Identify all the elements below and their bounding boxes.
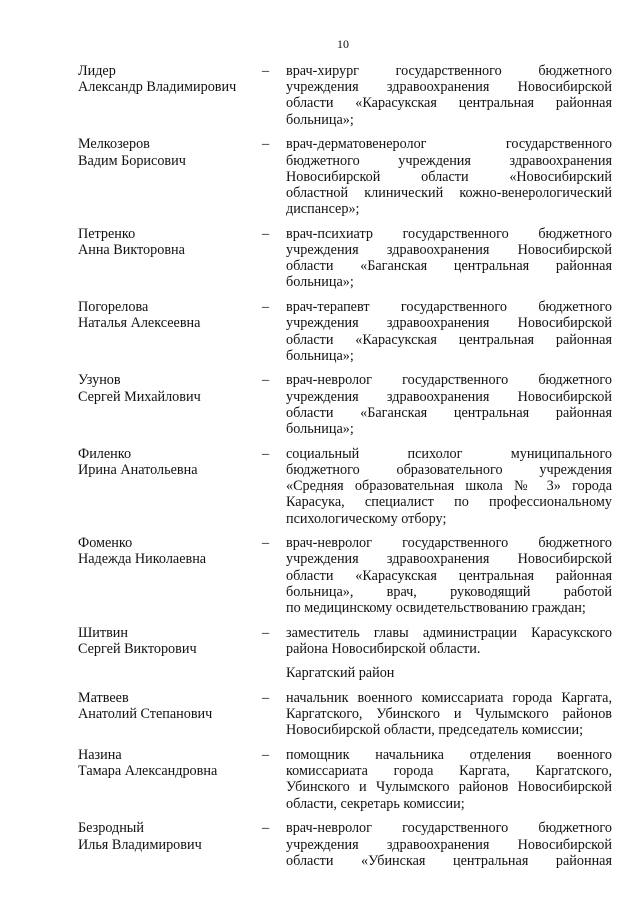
member-entry xyxy=(0,372,640,437)
member-surname: Мелкозеров xyxy=(78,136,150,153)
member-entry xyxy=(0,535,640,616)
position-line: бюджетного образовательного учреждения xyxy=(286,461,612,478)
position-line: социальный психолог муниципального xyxy=(286,445,612,462)
position-line: области «Баганская центральная районная xyxy=(286,258,612,275)
member-position xyxy=(286,535,612,616)
member-name xyxy=(78,690,263,722)
member-given-names: Анатолий Степанович xyxy=(78,706,213,723)
member-surname: Узунов xyxy=(78,372,121,389)
member-entry xyxy=(0,136,640,217)
member-given-names: Ирина Анатольевна xyxy=(78,461,198,478)
member-surname: Лидер xyxy=(78,63,116,79)
position-line: области «Убинская центральная районная xyxy=(286,852,612,869)
member-surname: Безродный xyxy=(78,820,144,837)
member-surname: Шитвин xyxy=(78,624,128,641)
member-given-names: Александр Владимирович xyxy=(78,79,237,96)
member-position xyxy=(286,446,612,527)
position-line: диспансер»; xyxy=(286,201,360,218)
position-line: района Новосибирской области. xyxy=(286,641,481,657)
entry-dash: – xyxy=(262,535,270,552)
position-line: врач-хирург государственного бюджетного xyxy=(286,63,612,79)
position-line: врач-психиатр государственного бюджетного xyxy=(286,225,612,242)
position-line: Каргатского, Убинского и Чулымского районов xyxy=(286,706,612,723)
position-line: врач-невролог государственного бюджетного xyxy=(286,535,612,552)
page-number: 10 xyxy=(337,37,349,51)
member-entry xyxy=(0,446,640,527)
member-name xyxy=(78,372,263,404)
position-line: психологическому отбору; xyxy=(286,510,447,527)
position-line: врач-терапевт государственного бюджетного xyxy=(286,299,612,316)
member-list xyxy=(0,63,640,877)
position-line: учреждения здравоохранения Новосибирской xyxy=(286,315,612,332)
member-given-names: Наталья Алексеевна xyxy=(78,315,201,332)
position-line: комиссариата города Каргата, Каргатского, xyxy=(286,763,612,780)
member-entry xyxy=(0,747,640,812)
member-entry xyxy=(0,63,640,128)
member-surname: Фоменко xyxy=(78,535,133,552)
position-line: больница»; xyxy=(286,274,354,291)
position-line: больница»; xyxy=(286,421,354,438)
member-position xyxy=(286,747,612,812)
member-position xyxy=(286,372,612,437)
position-line: учреждения здравоохранения Новосибирской xyxy=(286,242,612,259)
position-line: больница», врач, руководящий работой xyxy=(286,583,612,600)
position-line: области «Карасукская центральная районная xyxy=(286,567,612,584)
member-name xyxy=(78,226,263,258)
member-entry xyxy=(0,226,640,291)
position-line: врач-невролог государственного бюджетного xyxy=(286,372,612,389)
entry-dash: – xyxy=(262,689,270,706)
entry-dash: – xyxy=(262,445,270,462)
position-line: больница»; xyxy=(286,111,354,128)
member-position xyxy=(286,625,612,657)
position-line: Новосибирской области, председатель комиссии; xyxy=(286,722,584,739)
member-position xyxy=(286,820,612,869)
member-name xyxy=(78,446,263,478)
member-entry xyxy=(0,299,640,364)
entry-dash: – xyxy=(262,624,270,641)
position-line: учреждения здравоохранения Новосибирской xyxy=(286,388,612,405)
entry-dash: – xyxy=(262,299,270,316)
position-line: врач-дерматовенеролог государственного xyxy=(286,136,612,153)
entry-dash: – xyxy=(262,136,270,153)
member-position xyxy=(286,299,612,364)
member-list-karasuk xyxy=(0,63,640,657)
member-surname: Филенко xyxy=(78,445,132,462)
member-name xyxy=(78,747,263,779)
member-position xyxy=(286,690,612,739)
position-line: врач-невролог государственного бюджетного xyxy=(286,820,612,837)
member-given-names: Сергей Викторович xyxy=(78,641,197,657)
member-surname: Назина xyxy=(78,747,122,764)
entry-dash: – xyxy=(262,63,270,79)
member-given-names: Сергей Михайлович xyxy=(78,388,201,405)
member-position xyxy=(286,63,612,128)
position-line: начальник военного комиссариата города Каргата, xyxy=(286,689,612,706)
position-line: Убинского и Чулымского районов Новосибирской xyxy=(286,779,612,796)
member-given-names: Надежда Николаевна xyxy=(78,551,207,568)
section-title: Каргатский район xyxy=(286,664,395,681)
member-entry xyxy=(0,625,640,657)
member-surname: Петренко xyxy=(78,225,136,242)
member-position xyxy=(286,136,612,217)
position-line: Новосибирской области «Новосибирский xyxy=(286,168,612,185)
position-line: бюджетного учреждения здравоохранения xyxy=(286,152,612,169)
member-name xyxy=(78,136,263,168)
entry-dash: – xyxy=(262,372,270,389)
member-entry xyxy=(0,820,640,869)
position-line: больница»; xyxy=(286,347,354,364)
member-given-names: Анна Викторовна xyxy=(78,242,185,259)
member-surname: Матвеев xyxy=(78,689,129,706)
position-line: области, секретарь комиссии; xyxy=(286,795,465,812)
position-line: заместитель главы администрации Карасукского xyxy=(286,624,612,641)
member-given-names: Илья Владимирович xyxy=(78,836,202,853)
position-line: области «Карасукская центральная районная xyxy=(286,95,612,112)
position-line: области «Баганская центральная районная xyxy=(286,404,612,421)
member-surname: Погорелова xyxy=(78,299,149,316)
member-given-names: Вадим Борисович xyxy=(78,152,186,169)
entry-dash: – xyxy=(262,747,270,764)
position-line: учреждения здравоохранения Новосибирской xyxy=(286,79,612,96)
member-position xyxy=(286,226,612,291)
position-line: по медицинскому освидетельствованию граждан; xyxy=(286,600,586,617)
position-line: области «Карасукская центральная районная xyxy=(286,331,612,348)
member-name xyxy=(78,535,263,567)
member-given-names: Тамара Александровна xyxy=(78,763,218,780)
member-entry xyxy=(0,690,640,739)
position-line: учреждения здравоохранения Новосибирской xyxy=(286,551,612,568)
position-line: «Средняя образовательная школа № 3» города xyxy=(286,478,612,495)
position-line: областной клинический кожно-венерологический xyxy=(286,184,612,201)
position-line: Карасука, специалист по профессиональному xyxy=(286,494,612,511)
position-line: учреждения здравоохранения Новосибирской xyxy=(286,836,612,853)
member-name xyxy=(78,299,263,331)
position-line: помощник начальника отделения военного xyxy=(286,747,612,764)
member-name xyxy=(78,820,263,852)
member-list-kargat xyxy=(0,690,640,869)
member-name xyxy=(78,63,263,95)
member-name xyxy=(78,625,263,657)
entry-dash: – xyxy=(262,225,270,242)
entry-dash: – xyxy=(262,820,270,837)
